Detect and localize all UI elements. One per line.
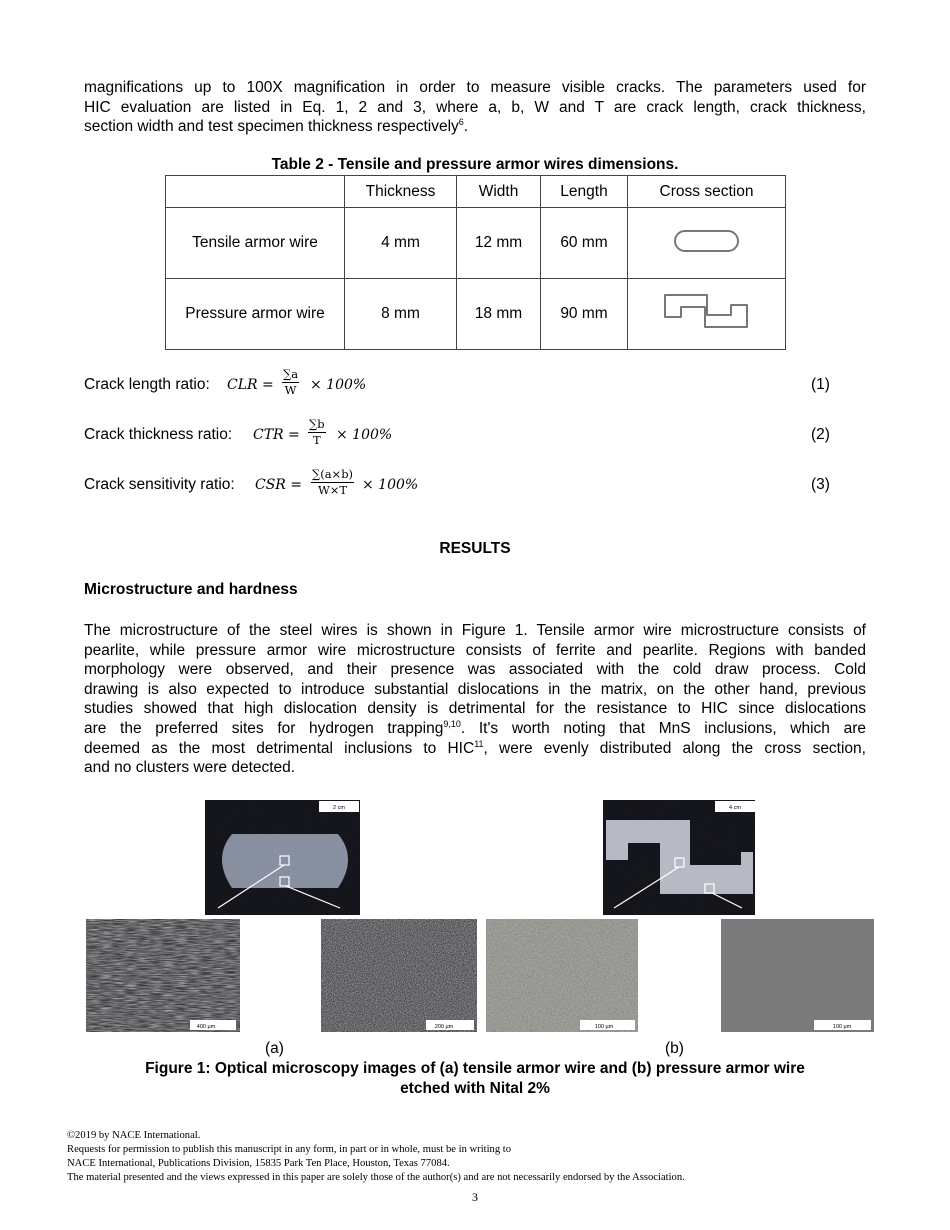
pressure-length: 90 mm [541,279,628,350]
body-line-3: morphology were observed, and their presence was associated with the cold draw process. Cold [84,661,866,679]
equation-2-numerator: ∑b [309,417,325,431]
equation-1-numerator: ∑a [283,367,299,381]
pressure-cross-section [628,279,786,350]
equation-3-denominator: W×T [317,483,348,497]
pressure-cross-section-shape [661,291,753,333]
figure-label-a: (a) [265,1040,284,1057]
scale-b-left: 100 µm [594,1024,614,1030]
tensile-thickness: 4 mm [345,208,457,279]
figure-a-micro-left [86,919,240,1032]
equation-1-fraction [282,367,299,398]
equation-1-factor: × 100% [310,377,367,393]
equation-1-symbol: CLR = [227,377,274,393]
body-line-8: and no clusters were detected. [84,759,296,777]
dimensions-table [165,175,786,350]
table-header-length: Length [541,176,628,208]
microstructure-paragraph [84,621,866,778]
footer-line-4: The material presented and the views expressed in this paper are solely those of the author(s) and are not necessarily endorsed by the Association. [67,1172,685,1183]
page-number: 3 [472,1190,478,1204]
figure-a-micro-right [321,919,477,1032]
figure-caption [0,1059,950,1098]
table-header-width: Width [457,176,541,208]
equation-2-symbol-text: CTR [253,427,284,443]
intro-line-2: HIC evaluation are listed in Eq. 1, 2 and 3, where a, b, W and T are crack length, crack thickness, [84,98,866,116]
body-line-7-a: deemed as the most detrimental inclusions to HIC [84,739,475,757]
body-line-4: drawing is also expected to introduce substantial dislocations in the matrix, on the other hand, previous [84,680,866,698]
equation-3-fraction [311,467,354,498]
equation-3-numerator: ∑(a×b) [312,467,354,481]
figure-a-macro [205,800,360,915]
equation-2-fraction [308,417,326,448]
pressure-name: Pressure armor wire [166,279,345,350]
scale-a-left: 400 µm [196,1024,216,1030]
tensile-width: 12 mm [457,208,541,279]
reference-11: 11 [474,738,484,749]
equation-1-denominator: W [284,383,297,397]
body-line-6-a: are the preferred sites for hydrogen trapping [84,719,444,737]
results-heading: RESULTS [439,540,511,557]
scale-a-right: 200 µm [434,1024,454,1030]
figure-1 [0,798,950,1038]
pressure-width: 18 mm [457,279,541,350]
tensile-cross-section-shape [672,228,742,254]
figure-caption-line-2: etched with Nital 2% [400,1079,550,1097]
tensile-name: Tensile armor wire [166,208,345,279]
table-row-pressure [166,279,786,350]
equation-3-factor: × 100% [362,477,419,493]
table-caption: Table 2 - Tensile and pressure armor wires dimensions. [271,156,679,173]
scale-a-top: 2 cm [333,805,345,811]
intro-line-1: magnifications up to 100X magnification in order to measure visible cracks. The parameters used for [84,79,866,96]
section-subheading: Microstructure and hardness [84,581,298,598]
copyright-footer [67,1129,685,1185]
equation-1-symbol-text: CLR [227,377,258,393]
equation-3-symbol-text: CSR [255,477,286,493]
table-header-thickness: Thickness [345,176,457,208]
pressure-thickness: 8 mm [345,279,457,350]
reference-9-10: 9,10 [443,718,461,729]
equation-3-number: (3) [811,476,830,493]
equation-2-number: (2) [811,426,830,443]
table-header-row [166,176,786,208]
footer-line-3: NACE International, Publications Division, 15835 Park Ten Place, Houston, Texas 77084. [67,1158,450,1169]
intro-line-3 [84,117,866,137]
figure-caption-line-1: Figure 1: Optical microscopy images of (a) tensile armor wire and (b) pressure armor wire [145,1060,805,1077]
figure-label-b: (b) [665,1040,684,1057]
figure-b-micro-right [721,919,874,1032]
intro-paragraph [84,78,866,137]
equation-1 [84,367,844,403]
equation-2 [84,417,844,453]
equation-2-denominator: T [312,433,321,447]
equation-2-symbol: CTR = [253,427,300,443]
body-line-2: pearlite, while pressure armor wire microstructure consists of ferrite and pearlite. Regions with banded [84,641,866,659]
equation-3-symbol: CSR = [255,477,303,493]
tensile-cross-section [628,208,786,279]
body-line-5: studies showed that high dislocation density is detrimental for the resistance to HIC since dislocations [84,700,866,718]
footer-line-2: Requests for permission to publish this manuscript in any form, in part or in whole, must be in writing to [67,1144,512,1155]
equation-2-factor: × 100% [336,427,393,443]
equation-3 [84,467,844,503]
table-row-tensile [166,208,786,279]
equation-1-label: Crack length ratio: [84,376,210,393]
body-line-7-b: , were evenly distributed along the cross section, [483,739,866,757]
tensile-length: 60 mm [541,208,628,279]
table-header-empty [166,176,345,208]
intro-line-3-text: section width and test specimen thickness respectively [84,118,459,136]
body-line-7 [84,739,866,759]
figure-b-micro-left [486,919,638,1032]
table-header-cross-section: Cross section [628,176,786,208]
body-line-1: The microstructure of the steel wires is shown in Figure 1. Tensile armor wire microstructure consists of [84,622,866,639]
equation-2-label: Crack thickness ratio: [84,426,233,443]
footer-line-1: ©2019 by NACE International. [67,1130,201,1141]
body-line-6 [84,719,866,739]
equation-3-label: Crack sensitivity ratio: [84,476,235,493]
scale-b-right: 100 µm [832,1024,852,1030]
intro-line-3-end: . [463,118,469,136]
equation-1-number: (1) [811,376,830,393]
scale-b-top: 4 cm [729,805,741,811]
figure-b-macro [603,800,755,915]
reference-6: 6 [458,117,464,128]
body-line-6-b: . It's worth noting that MnS inclusions, which are [460,719,866,737]
